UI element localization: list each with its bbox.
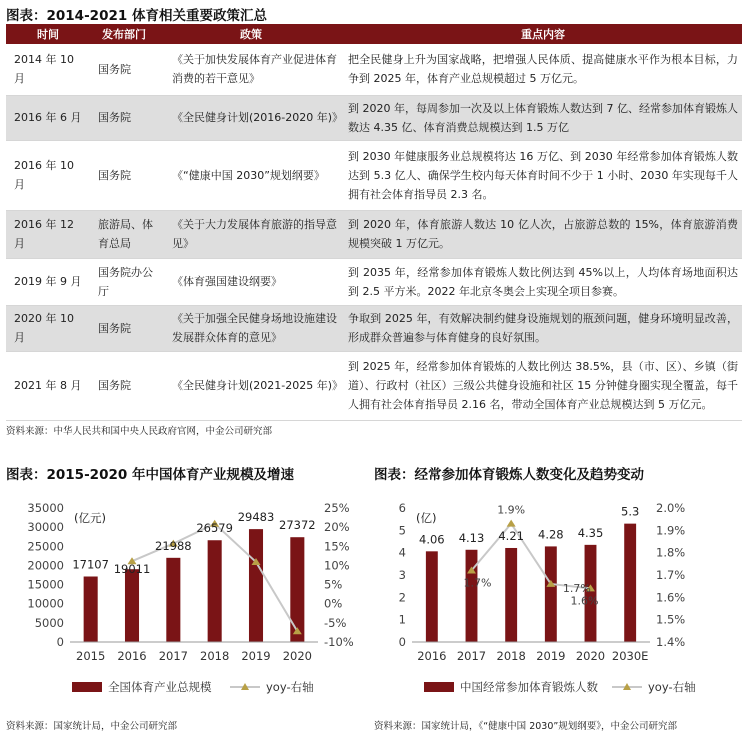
table-row (6, 305, 742, 351)
header-time: 时间 (6, 24, 90, 44)
header-policy: 政策 (158, 24, 344, 44)
chart1-title: 图表：2015-2020 年中国体育产业规模及增速 (6, 467, 294, 483)
industry-scale-chart (0, 486, 370, 704)
bar-value-label: 4.21 (498, 528, 524, 543)
cell-content: 把全民健身上升为国家战略，把增强人民体质、提高健康水平作为根本目标，力争到 2025 年，体育产业总规模超过 5 万亿元。 (344, 44, 742, 95)
cell-content: 到 2025 年，经常参加体育锻炼的人数比例达 38.5%，县（市、区）、乡镇（街道）、行政村（社区）三级公共健身设施和社区 15 分钟健身圈实现全覆盖，每千人拥有社会体育指导员 2.16 名，带动全国体育产业总规模达到 5 万亿元。 (344, 351, 742, 420)
y2-tick-label: 0% (324, 596, 343, 611)
x-tick-label: 2018 (496, 649, 526, 663)
y2-tick-label: 1.5% (656, 612, 686, 627)
y2-tick-label: 1.9% (656, 523, 686, 538)
y2-tick-label: 5% (324, 577, 343, 592)
y2-tick-label: 1.6% (656, 590, 686, 605)
bar (84, 577, 98, 642)
bar (208, 540, 222, 642)
y2-tick-label: 20% (324, 520, 350, 535)
cell-dept: 旅游局、体育总局 (90, 210, 158, 258)
yoy-value-label: 1.7% (463, 576, 492, 590)
chart1-source: 资料来源：国家统计局，中金公司研究部 (6, 721, 178, 732)
bar (466, 550, 478, 642)
legend-bar-swatch (72, 682, 102, 692)
bar (125, 569, 139, 642)
y2-tick-label: -5% (324, 615, 347, 630)
cell-content: 争取到 2025 年，有效解决制约健身设施规划的瓶颈问题，健身环境明显改善，形成群众普遍参与体育健身的良好氛围。 (344, 305, 742, 351)
y-tick-label: 15000 (27, 577, 64, 592)
cell-time: 2021 年 8 月 (6, 351, 90, 420)
cell-content: 到 2020 年，每周参加一次及以上体育锻炼人数达到 7 亿、经常参加体育锻炼人数达 4.35 亿、体育消费总规模达到 1.5 万亿 (344, 95, 742, 140)
unit-label: (亿) (416, 511, 437, 525)
table-row (6, 140, 742, 210)
x-tick-label: 2017 (456, 649, 487, 663)
bar-value-label: 21988 (155, 538, 192, 553)
cell-policy: 《关于大力发展体育旅游的指导意见》 (158, 210, 344, 258)
y-tick-label: 1 (398, 612, 406, 627)
cell-time: 2019 年 9 月 (6, 258, 90, 305)
y-tick-label: 0 (398, 635, 406, 649)
yoy-marker (507, 520, 516, 527)
cell-dept: 国务院 (90, 44, 158, 95)
cell-time: 2016 年 12 月 (6, 210, 90, 258)
bar-value-label: 26579 (196, 521, 233, 536)
y2-tick-label: 1.8% (656, 545, 686, 560)
bar-value-label: 4.35 (577, 525, 604, 540)
legend-bar-swatch (424, 682, 454, 692)
cell-dept: 国务院 (90, 95, 158, 140)
chart2-title: 图表：经常参加体育锻炼人数变化及趋势变动 (374, 467, 644, 483)
cell-policy: 《全民健身计划(2021-2025 年)》 (158, 351, 344, 420)
table-row (6, 351, 742, 420)
bar (166, 558, 180, 642)
bar (545, 546, 557, 642)
y2-tick-label: 2.0% (656, 501, 686, 515)
cell-content: 到 2030 年健康服务业总规模将达 16 万亿、到 2030 年经常参加体育锻炼人数达到 5.3 亿人、确保学生校内每天体育时间不少于 1 小时、2030 年实现每千人拥有社会体育指导员 2.3 名。 (344, 140, 742, 210)
y-tick-label: 6 (398, 501, 406, 515)
cell-time: 2016 年 6 月 (6, 95, 90, 140)
cell-policy: 《关于加强全民健身场地设施建设发展群众体育的意见》 (158, 305, 344, 351)
x-tick-label: 2019 (241, 649, 271, 663)
y-tick-label: 10000 (27, 596, 64, 611)
bar-value-label: 17107 (72, 557, 109, 572)
cell-time: 2014 年 10 月 (6, 44, 90, 95)
table-row (6, 210, 742, 258)
x-tick-label: 2017 (158, 649, 188, 663)
header-dept: 发布部门 (90, 24, 158, 44)
cell-policy: 《关于加快发展体育产业促进体育消费的若干意见》 (158, 44, 344, 95)
bar (505, 548, 517, 642)
cell-dept: 国务院 (90, 351, 158, 420)
x-tick-label: 2020 (282, 649, 312, 663)
y-tick-label: 20000 (27, 558, 64, 573)
y2-tick-label: 15% (324, 539, 350, 554)
cell-dept: 国务院 (90, 140, 158, 210)
y2-tick-label: 1.4% (656, 635, 686, 649)
cell-policy: 《体育强国建设纲要》 (158, 258, 344, 305)
y-tick-label: 3 (398, 568, 406, 582)
cell-time: 2020 年 10 月 (6, 305, 90, 351)
x-tick-label: 2018 (200, 649, 230, 663)
x-tick-label: 2019 (536, 649, 566, 663)
y-tick-label: 2 (398, 590, 406, 605)
y-tick-label: 4 (398, 545, 406, 560)
y-tick-label: 5 (398, 523, 406, 538)
y2-tick-label: 25% (324, 501, 350, 515)
y-tick-label: 35000 (27, 501, 64, 515)
bar-value-label: 19011 (113, 562, 151, 577)
x-tick-label: 2016 (417, 649, 447, 663)
cell-dept: 国务院办公厅 (90, 258, 158, 305)
table-source: 资料来源：中华人民共和国中央人民政府官网，中金公司研究部 (6, 426, 273, 437)
bar-value-label: 27372 (279, 518, 316, 533)
y-tick-label: 25000 (27, 539, 64, 554)
unit-label: (亿元) (74, 511, 106, 525)
table-row (6, 44, 742, 95)
bar-value-label: 29483 (237, 510, 275, 525)
yoy-value-label: 1.9% (497, 503, 526, 517)
legend-line-label: yoy-右轴 (266, 680, 314, 694)
bar-value-label: 4.13 (458, 530, 485, 545)
chart2-source: 资料来源：国家统计局，《“健康中国 2030”规划纲要》，中金公司研究部 (374, 721, 678, 732)
cell-content: 到 2035 年，经常参加体育锻炼人数比例达到 45%以上，人均体育场地面积达到 2.5 平方米。2022 年北京冬奥会上实现全项目参赛。 (344, 258, 742, 305)
table-row (6, 95, 742, 140)
yoy-value-label: 1.7% (562, 581, 591, 595)
bar-value-label: 5.3 (621, 504, 640, 519)
bar (290, 537, 304, 642)
bar-value-label: 4.06 (419, 532, 445, 547)
cell-policy: 《“健康中国 2030”规划纲要》 (158, 140, 344, 210)
y-tick-label: 30000 (27, 520, 64, 535)
y2-tick-label: 1.7% (656, 568, 686, 582)
bar (624, 524, 636, 642)
policy-table (6, 24, 742, 421)
y2-tick-label: 10% (324, 558, 350, 573)
cell-policy: 《全民健身计划(2016-2020 年)》 (158, 95, 344, 140)
table-row (6, 258, 742, 305)
header-content: 重点内容 (344, 24, 742, 44)
legend-line-label: yoy-右轴 (648, 680, 696, 694)
table-title: 图表：2014-2021 体育相关重要政策汇总 (6, 8, 267, 24)
y-tick-label: 0 (56, 635, 64, 649)
cell-time: 2016 年 10 月 (6, 140, 90, 210)
x-tick-label: 2030E (611, 649, 649, 663)
bar (249, 529, 263, 642)
yoy-value-label: 1.6% (570, 594, 599, 608)
legend-bar-label: 中国经常参加体育锻炼人数 (460, 680, 598, 694)
cell-content: 到 2020 年，体育旅游人数达 10 亿人次，占旅游总数的 15%，体育旅游消费规模突破 1 万亿元。 (344, 210, 742, 258)
x-tick-label: 2020 (575, 649, 606, 663)
x-tick-label: 2016 (117, 649, 147, 663)
legend-bar-label: 全国体育产业总规模 (108, 680, 212, 694)
bar (426, 551, 438, 642)
table-header-row (6, 24, 742, 44)
y2-tick-label: -10% (324, 635, 354, 649)
bar-value-label: 4.28 (538, 527, 564, 542)
x-tick-label: 2015 (76, 649, 106, 663)
cell-dept: 国务院 (90, 305, 158, 351)
y-tick-label: 5000 (34, 615, 64, 630)
exercise-population-chart (374, 486, 747, 704)
